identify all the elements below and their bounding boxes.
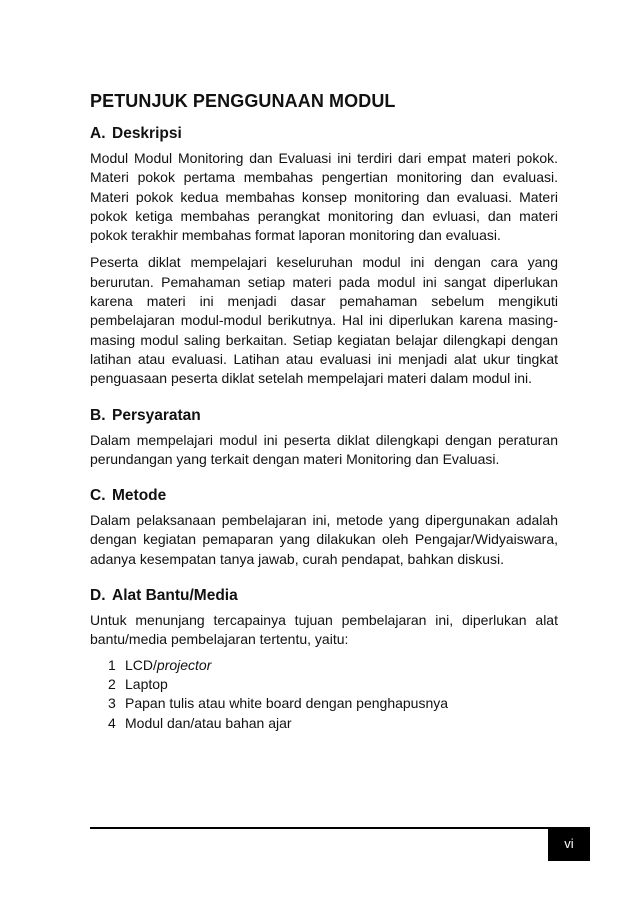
list-text: Papan tulis atau white board dengan penghapusnya [125, 695, 449, 712]
list-number: 2 [108, 675, 116, 692]
section-letter: B. [90, 406, 106, 424]
media-list [108, 656, 558, 733]
section-title: Persyaratan [112, 406, 201, 424]
list-item [108, 675, 558, 694]
section-title: Alat Bantu/Media [112, 587, 238, 605]
footer-rule [90, 827, 548, 829]
list-text-italic: projector [156, 656, 212, 673]
list-text: Laptop [125, 675, 168, 692]
paragraph-persyaratan: Dalam mempelajari modul ini peserta diklat dilengkapi dengan peraturan perundangan yang terkait dengan materi Monitoring dan Evaluasi. [90, 431, 558, 467]
list-number: 1 [108, 656, 116, 673]
list-text: LCD/ [125, 656, 157, 673]
section-letter: C. [90, 487, 106, 505]
section-title: Deskripsi [112, 125, 182, 142]
paragraph-deskripsi-2: Peserta diklat mempelajari keseluruhan modul ini dengan cara yang berurutan. Pemahaman setiap materi pada modul ini sangat diperlukan karena materi ini menjadi dasar pemahaman sebelum mengikuti pembelajaran modul-modul berikutnya. Hal ini diperlukan karena masing-masing modul saling berkaitan. Setiap kegiatan belajar dilengkapi dengan latihan atau evaluasi. Latihan atau evaluasi ini menjadi alat ukur tingkat penguasaan peserta diklat setelah mempelajari materi dalam modul ini. [90, 254, 558, 387]
list-item [108, 656, 558, 675]
list-number: 3 [108, 695, 116, 712]
list-number: 4 [108, 714, 116, 731]
document-body [90, 122, 558, 733]
section-heading-deskripsi [90, 122, 558, 145]
list-item [108, 714, 558, 733]
page-number: vi [548, 827, 590, 861]
paragraph-deskripsi-1: Modul Modul Monitoring dan Evaluasi ini terdiri dari empat materi pokok. Materi pokok pertama membahas pengertian monitoring dan evaluasi. Materi pokok kedua membahas konsep monitoring dan evaluasi. Materi pokok ketiga membahas perangkat monitoring dan evluasi, dan materi pokok terakhir membahas format laporan monitoring dan evaluasi. [90, 150, 558, 244]
paragraph-alat-bantu: Untuk menunjang tercapainya tujuan pembelajaran ini, diperlukan alat bantu/media pembelajaran tertentu, yaitu: [90, 612, 558, 648]
page-title: PETUNJUK PENGGUNAAN MODUL [90, 91, 396, 111]
section-letter: A. [90, 125, 106, 142]
section-letter: D. [90, 587, 106, 605]
section-heading-persyaratan [90, 404, 558, 427]
section-heading-metode [90, 484, 558, 507]
paragraph-metode: Dalam pelaksanaan pembelajaran ini, metode yang dipergunakan adalah dengan kegiatan pemaparan yang dilakukan oleh Pengajar/Widyaiswara, adanya kesempatan tanya jawab, curah pendapat, bahkan diskusi. [90, 512, 558, 567]
list-item [108, 694, 558, 713]
section-heading-alat-bantu-media [90, 584, 558, 607]
section-title: Metode [112, 487, 167, 505]
list-text: Modul dan/atau bahan ajar [125, 714, 292, 731]
